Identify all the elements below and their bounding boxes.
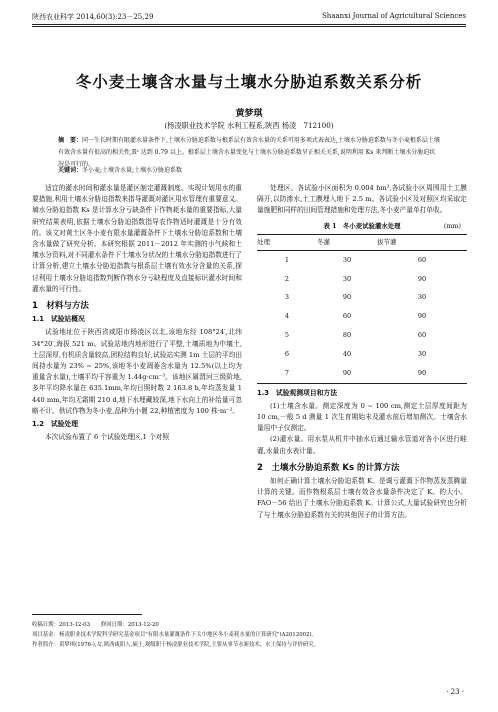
table-header-cell: 处理 xyxy=(257,234,317,250)
right-column xyxy=(257,183,467,521)
table-cell: 90 xyxy=(342,293,352,302)
table-unit: (mm) xyxy=(443,221,461,230)
header-rule xyxy=(32,24,466,25)
section-heading-2: 2 土壤水分胁迫系数 Ks 的计算方法 xyxy=(257,462,400,473)
journal-header-right: Shaanxi Journal of Agricultural Sciences xyxy=(322,12,466,20)
table-cell: 7 xyxy=(257,364,317,383)
subsection-heading-1-2: 1.2 试验处理 xyxy=(32,420,79,429)
article-title: 冬小麦土壤含水量与土壤水分胁迫系数关系分析 xyxy=(75,72,423,91)
fund-note: 项目基金：杨凌职业技术学院科学研究基金项目"有限水量灌溉条件下关中地区冬小麦耗水量的计算研究"(A2012002)。 xyxy=(32,632,318,638)
table-row xyxy=(257,270,467,289)
table-row xyxy=(257,307,467,326)
plot-paragraph: 处理区。各试验小区面积为 0.004 hm²,各试验小区周围用土工膜隔开,以防渗水,土工膜埋入地下 2.5 m。各试验小区及对照区均采取定量施肥和同样的田间管理措施和处理方法,冬小麦产量单打单收。 xyxy=(257,184,467,215)
abstract-text: 同一生长时期有限灌水量条件下,土壤水分胁迫系数与根系层有效含水量的关系可用多项式表表达,土壤水分胁迫系数与冬小麦根系层土壤有效含水量有很高的相关性,R² 达到 0.79 以上。根系层土壤含水量变化与土壤水分胁迫系数呈正相关关系,说明利用 Ks 来判断土壤水分胁迫状况是可行的。 xyxy=(58,137,440,168)
table-cell: 6 xyxy=(284,349,290,358)
journal-header-left: 陕西农业科学 2014,60(3):23－25,29 xyxy=(32,13,154,21)
table-caption xyxy=(257,221,467,232)
keywords-label: 关键词： xyxy=(58,167,83,174)
table-cell: 5 xyxy=(284,331,290,339)
keywords-text: 冬小麦;土壤含水量;土壤水分胁迫系数 xyxy=(82,167,183,174)
abstract-label: 摘 要： xyxy=(58,137,83,144)
table-header-cell: 冬灌 xyxy=(317,234,377,250)
section-heading-1: 1 材料与方法 xyxy=(32,301,89,312)
table-header-cell: 拔节灌 xyxy=(377,234,467,250)
author-name: 黄梦琪 xyxy=(235,109,263,119)
treatment-paragraph: 本次试验布置了 6 个试验处理区,1 个对照 xyxy=(45,433,170,442)
table-cell: 60 xyxy=(342,312,352,321)
table-header-row xyxy=(257,234,467,250)
author-bio: 作者简介：黄梦琪(1976-),女,陕西咸阳人,硕士,观级职于杨凌职业技术学院,主要从事节水新技术、水土保持与评价研究。 xyxy=(32,642,320,648)
footnote-rule xyxy=(32,614,142,615)
table-cell: 30 xyxy=(342,274,352,283)
subsection-heading-1-3: 1.3 试验观测项目和方法 xyxy=(257,388,338,397)
table-cell: 4 xyxy=(284,312,290,321)
table-cell: 80 xyxy=(342,331,352,339)
table-cell: 90 xyxy=(417,312,427,321)
table-cell: 30 xyxy=(417,349,427,358)
footnote xyxy=(32,620,466,650)
page-number: · 23 · xyxy=(446,688,464,696)
soil-moisture-paragraph: (1)土壤含水量。测定深度为 0 ~ 100 cm,测定土层厚度间距为 10 cm,一般 5 d 测量 1 次生育期始末及灌水前后增加测次。土壤含水量用中子仪测定。 xyxy=(257,401,467,433)
ks-method-paragraph: 如何正确计算土壤水分胁迫系数 K。是调亏灌溉下作物蒸发蒸腾量计算的关键。而作物根系层土壤有效含水量条件决定了 K。的大小。FAO－56 给出了土壤水分胁迫系数 K。计算公式,大量试验研究也分析了与土壤水分胁迫系数有关的其他因子的计算方法。 xyxy=(257,477,467,519)
table-cell: 90 xyxy=(377,364,467,383)
irrigation-table xyxy=(257,234,467,384)
table-cell: 60 xyxy=(417,255,427,264)
keywords xyxy=(58,165,440,174)
subsection-heading-1-1: 1.1 试验站概况 xyxy=(32,315,85,324)
irrigation-paragraph: (2)灌水量。用水泵从机井中抽水后通过输水管道对各小区进行畦灌,水量由水表计量。 xyxy=(257,435,467,455)
table-cell: 90 xyxy=(417,274,427,283)
table-row xyxy=(257,326,467,345)
table-title: 表 1 冬小麦试验灌水处理 xyxy=(323,221,401,230)
left-column xyxy=(32,183,242,443)
table-cell: 60 xyxy=(417,331,427,339)
table-cell: 40 xyxy=(342,349,352,358)
table-row xyxy=(257,364,467,383)
table-cell: 1 xyxy=(284,255,290,264)
table-row xyxy=(257,251,467,270)
intro-paragraph: 适宜的灌水时间和灌水量是灌区制定灌溉制度、实现计划用水的重要措施,利用土壤水分胁迫指数来指导灌溉对灌区用水管理有重要意义。墒水分胁迫指数 Ks 是计算水分亏缺条件下作物耗水量的重要指标,大量研究结果表明,依据土壤水分胁迫指数指导农作物适时灌溉是十分有效的。该文对黄土区冬小麦有限水量灌溉条件下土壤水分胁迫系数和土壤含水量做了研究分析。本研究根据 2011－2012 年实测的小气候和土壤水分资料,对不同灌水条件下土壤水分状况的土壤水分胁迫指数进行了计算分析,建立土壤水分胁迫指数与根系层土壤有效水分含量的关系,探讨利用土壤水分胁迫指数判断作物水分亏缺程度及直接标识灌水时间和灌水量的可行性。 xyxy=(32,184,242,293)
table-cell: 3 xyxy=(284,293,290,302)
received-dates: 收稿日期：2013-12-03 修回日期：2013-12-20 xyxy=(32,622,159,628)
table-cell: 2 xyxy=(284,274,290,283)
table-row xyxy=(257,345,467,364)
table-row xyxy=(257,289,467,308)
table-cell: 30 xyxy=(417,293,427,302)
table-cell: 30 xyxy=(342,255,352,264)
header-rule-thin xyxy=(32,26,466,27)
table-cell: 90 xyxy=(317,364,377,383)
author-affiliation: (杨凌职业技术学院 水利工程系,陕西 杨凌 712100) xyxy=(164,121,334,130)
site-paragraph: 试验地址位于陕西省咸阳市杨凌区以北,该地东经 108°24′,北纬 34°20′,海拔 521 m。试验站地内地形进行了平整,土壤质地为中壤土,土层深厚,有机质含量较高,团粒结构良好,试验站实测 1m 土层的平均田间持水量为 23% ~ 25%,该地冬小麦凋萎含水量为 12.5%(以上均为重量含水量),土壤平均干容重为 1.44g·cm⁻³。该地区属渭河三级阶地,多年平均降水量在 635.1mm,年均日照时数 2 163.8 h,年均蒸发量 1 440 mm,年均无霜期 210 d,地下水埋藏较深,地下水向上的补给量可忽略不计。供试作物为冬小麦,品种为小偃 22,种植密度为 100 株·m⁻²。 xyxy=(32,328,242,415)
